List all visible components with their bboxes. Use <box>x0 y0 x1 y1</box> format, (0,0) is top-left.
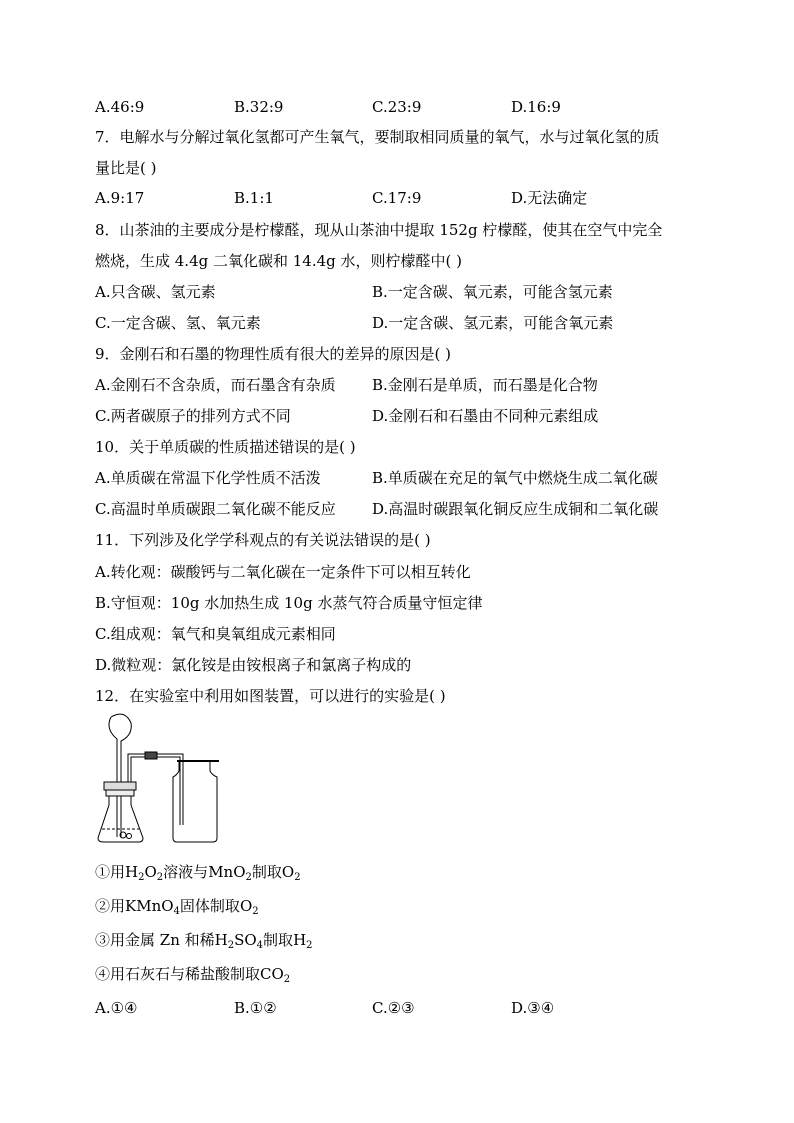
q6-option-a: A.46:9 <box>95 98 145 116</box>
solid-particle <box>127 834 132 839</box>
q6-option-d: D.16:9 <box>511 98 561 116</box>
q8-option-b: B.一定含碳、氧元素，可能含氢元素 <box>372 283 613 301</box>
q12-statement-1: ①用$H_2O_2$溶液与MnO$_2$制取$O_2$ <box>95 863 301 883</box>
q10-option-b: B.单质碳在充足的氧气中燃烧生成二氧化碳 <box>372 469 658 487</box>
q11-option-a: A.转化观：碳酸钙与二氧化碳在一定条件下可以相互转化 <box>95 563 471 581</box>
q9-stem: 9．金刚石和石墨的物理性质有很大的差异的原因是( ) <box>95 345 452 363</box>
q11-option-d: D.微粒观：氯化铵是由铵根离子和氯离子构成的 <box>95 656 412 674</box>
q10-option-a: A.单质碳在常温下化学性质不活泼 <box>95 469 321 487</box>
q7-option-b: B.1:1 <box>234 189 274 207</box>
q6-option-c: C.23:9 <box>372 98 422 116</box>
q8-stem-line2: 燃烧，生成 4.4g 二氧化碳和 14.4g 水，则柠檬醛中( ) <box>95 252 463 270</box>
q11-stem: 11．下列涉及化学学科观点的有关说法错误的是( ) <box>95 531 431 549</box>
q7-stem-line1: 7．电解水与分解过氧化氢都可产生氧气，要制取相同质量的氧气，水与过氧化氢的质 <box>95 128 660 146</box>
q12-stem: 12．在实验室中利用如图装置，可以进行的实验是( ) <box>95 687 446 705</box>
q12-option-c: C.②③ <box>372 999 415 1017</box>
q12-statement-3: ③用金属 Zn 和稀$H_2SO_4$制取$H_2$ <box>95 931 313 951</box>
q12-statement-2: ②用KMnO$_4$固体制取$O_2$ <box>95 897 259 917</box>
rubber-connector <box>145 752 157 759</box>
q9-option-a: A.金刚石不含杂质，而石墨含有杂质 <box>95 376 336 394</box>
stopper <box>104 782 136 790</box>
q8-option-a: A.只含碳、氢元素 <box>95 283 216 301</box>
q9-option-c: C.两者碳原子的排列方式不同 <box>95 407 291 425</box>
q10-option-c: C.高温时单质碳跟二氧化碳不能反应 <box>95 500 336 518</box>
funnel-outline-inner <box>109 717 117 837</box>
q11-option-b: B.守恒观：10g 水加热生成 10g 水蒸气符合质量守恒定律 <box>95 594 483 612</box>
q8-option-c: C.一定含碳、氢、氧元素 <box>95 314 261 332</box>
q7-option-c: C.17:9 <box>372 189 422 207</box>
q7-option-d: D.无法确定 <box>511 189 588 207</box>
delivery-tube-left-inner <box>131 757 145 782</box>
q12-statement-4: ④用石灰石与稀盐酸制取$CO_2$ <box>95 965 291 985</box>
stopper-lower <box>106 790 134 796</box>
q6-option-b: B.32:9 <box>234 98 284 116</box>
q9-option-b: B.金刚石是单质，而石墨是化合物 <box>372 376 598 394</box>
delivery-tube-right-inner <box>157 757 180 825</box>
q8-stem-line1: 8．山茶油的主要成分是柠檬醛，现从山茶油中提取 152g 柠檬醛，使其在空气中完全 <box>95 221 663 239</box>
q8-option-d: D.一定含碳、氢元素，可能含氧元素 <box>372 314 614 332</box>
q10-stem: 10．关于单质碳的性质描述错误的是( ) <box>95 438 356 456</box>
q9-option-d: D.金刚石和石墨由不同种元素组成 <box>372 407 599 425</box>
q12-option-d: D.③④ <box>511 999 555 1017</box>
q7-stem-line2: 量比是( ) <box>95 159 157 177</box>
q11-option-c: C.组成观：氧气和臭氧组成元素相同 <box>95 625 336 643</box>
q12-option-a: A.①④ <box>95 999 138 1017</box>
q7-option-a: A.9:17 <box>95 189 145 207</box>
q12-option-b: B.①② <box>234 999 277 1017</box>
apparatus-diagram <box>97 713 222 845</box>
q10-option-d: D.高温时碳跟氧化铜反应生成铜和二氧化碳 <box>372 500 659 518</box>
